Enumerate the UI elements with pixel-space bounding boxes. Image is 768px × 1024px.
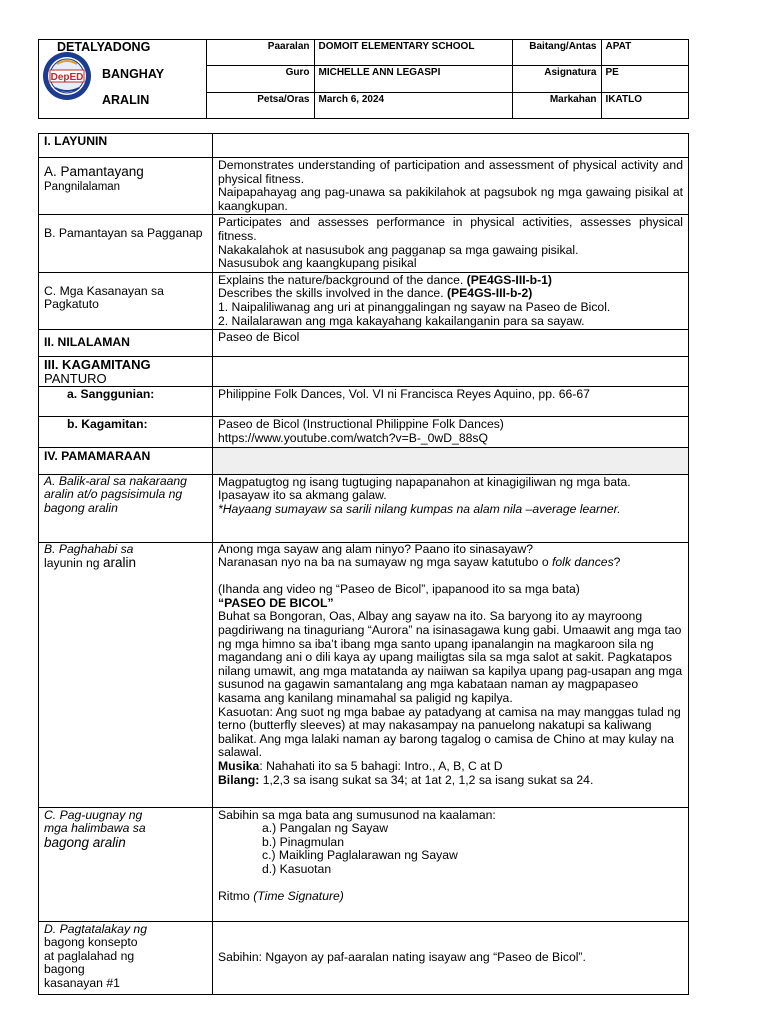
paghahabi-label bbox=[39, 542, 213, 807]
title-line-2: BANGHAY bbox=[102, 67, 165, 81]
title-line-3: ARALIN bbox=[102, 93, 150, 107]
pamantayang-text bbox=[213, 158, 689, 215]
header-title-block bbox=[39, 40, 207, 118]
list-item: a.) Pangalan ng Sayaw bbox=[262, 821, 389, 836]
header-row-school bbox=[207, 40, 688, 66]
sanggunian-label: a. Sanggunian: bbox=[39, 387, 213, 417]
kagamitang-heading-1: III. KAGAMITANG bbox=[44, 357, 151, 373]
nilalaman-text: Paseo de Bicol bbox=[213, 330, 689, 357]
pagtatalakay-label bbox=[39, 921, 213, 994]
row-pamantayang-pangnilalaman bbox=[39, 158, 689, 215]
pagtatalakay-label-3: at paglalahad ng bbox=[44, 948, 135, 963]
pag-uugnay-intro: Sabihin sa mga bata ang sumusunod na kaalaman: bbox=[218, 807, 496, 822]
list-item: c.) Maikling Paglalarawan ng Sayaw bbox=[262, 848, 458, 863]
grade-value: APAT bbox=[601, 40, 688, 66]
dance-costume: Kasuotan: Ang suot ng mga babae ay patadyang at camisa na may manggas tulad ng terno (butterfly sleeves) at may nakasampay na panuelong nakatupi sa kaliwang balikat. Ang mga lalaki naman ay barong tagalog o camisa de Chino at may kulay na salawal. bbox=[218, 704, 681, 760]
video-link[interactable]: https://www.youtube.com/watch?v=B-_0wD_88sQ bbox=[218, 430, 488, 445]
pagtatalakay-text: Sabihin: Ngayon ay paf-aaralan nating isayaw ang “Paseo de Bicol”. bbox=[213, 921, 689, 994]
pagganap-text bbox=[213, 215, 689, 272]
row-pag-uugnay bbox=[39, 807, 689, 921]
paghahabi-q1: Anong mga sayaw ang alam ninyo? Paano ito sinasayaw? bbox=[218, 542, 534, 556]
paghahabi-video-note: (Ihanda ang video ng “Paseo de Bicol”, ipapanood ito sa mga bata) bbox=[218, 582, 580, 597]
list-item: d.) Kasuotan bbox=[262, 861, 332, 876]
kasanayan-code-1: (PE4GS-III-b-1) bbox=[466, 272, 552, 287]
row-pagtatalakay bbox=[39, 921, 689, 994]
kagamitang-heading bbox=[39, 357, 213, 387]
pag-uugnay-text bbox=[213, 807, 689, 921]
pagtatalakay-label-2: bagong konsepto bbox=[44, 935, 138, 950]
pagganap-label: B. Pamantayan sa Pagganap bbox=[39, 215, 213, 272]
paghahabi-q2: Naranasan nyo na ba na sumayaw ng mga sayaw katutubo o folk dances? bbox=[218, 555, 621, 570]
lesson-header bbox=[38, 39, 689, 119]
ritmo-line: Ritmo (Time Signature) bbox=[218, 889, 344, 904]
pag-uugnay-label-1: C. Pag-uugnay ng bbox=[44, 807, 143, 822]
pagganap-text-1: Participates and assesses performance in physical activities, assesses physical fitness. bbox=[218, 215, 683, 243]
teacher-label: Guro bbox=[207, 66, 314, 92]
header-info-grid bbox=[207, 40, 688, 118]
paghahabi-text bbox=[213, 542, 689, 807]
pag-uugnay-label bbox=[39, 807, 213, 921]
pagtatalakay-label-4: bagong bbox=[44, 962, 85, 977]
quarter-value: IKATLO bbox=[601, 92, 688, 118]
row-kagamitang bbox=[39, 357, 689, 387]
row-nilalaman bbox=[39, 330, 689, 357]
pag-uugnay-label-2: mga halimbawa sa bbox=[44, 821, 146, 836]
balik-aral-text-2: *Hayaang sumayaw sa sarili nilang kumpas na alam nila –average learner. bbox=[218, 501, 621, 516]
paghahabi-label-1: B. Paghahabi sa bbox=[44, 542, 134, 556]
dance-count: Bilang: 1,2,3 sa isang sukat sa 34; at 1at 2, 1,2 sa isang sukat sa 24. bbox=[218, 772, 594, 787]
row-layunin bbox=[39, 134, 689, 158]
logo-text: DepED bbox=[50, 72, 84, 83]
pamantayang-label-1: A. Pamantayang bbox=[44, 164, 144, 179]
row-sanggunian bbox=[39, 387, 689, 417]
row-kagamitan bbox=[39, 417, 689, 447]
pamamaraan-heading: IV. PAMAMARAAN bbox=[39, 447, 213, 474]
layunin-heading: I. LAYUNIN bbox=[39, 134, 213, 158]
balik-aral-text bbox=[213, 474, 689, 542]
subject-value: PE bbox=[601, 66, 688, 92]
dance-music: Musika: Nahahati ito sa 5 bahagi: Intro., A, B, C at D bbox=[218, 759, 503, 773]
pagganap-text-3: Nasusubok ang kaangkupang pisikal bbox=[218, 256, 417, 271]
pagganap-text-2: Nakakalahok at nasusubok ang pagganap sa mga gawaing pisikal. bbox=[218, 242, 579, 257]
subject-label: Asignatura bbox=[512, 66, 601, 92]
lesson-plan-table bbox=[38, 133, 689, 990]
nilalaman-heading: II. NILALAMAN bbox=[39, 330, 213, 357]
kasanayan-code-2: (PE4GS-III-b-2) bbox=[446, 286, 533, 301]
paghahabi-label-2: layunin ng aralin bbox=[44, 555, 136, 571]
grade-label: Baitang/Antas bbox=[512, 40, 601, 66]
teacher-value: MICHELLE ANN LEGASPI bbox=[314, 66, 512, 92]
date-value: March 6, 2024 bbox=[314, 92, 512, 118]
row-pamamaraan bbox=[39, 447, 689, 474]
pamantayang-text-2: Naipapahayag ang pag-unawa sa pakikilahok at pagsubok ng mga gawaing pisikal at kaangkupan. bbox=[218, 185, 683, 213]
deped-seal-icon bbox=[41, 50, 93, 102]
pamantayang-label-2: Pangnilalaman bbox=[44, 180, 121, 193]
header-row-date bbox=[207, 92, 688, 118]
kagamitan-text bbox=[213, 417, 689, 447]
kagamitan-text-1: Paseo de Bicol (Instructional Philippine Folk Dances) bbox=[218, 417, 504, 432]
row-pamantayan-pagganap bbox=[39, 215, 689, 272]
row-kasanayan bbox=[39, 272, 689, 329]
row-balik-aral bbox=[39, 474, 689, 542]
balik-aral-label: A. Balik-aral sa nakaraang aralin at/o pagsisimula ng bagong aralin bbox=[39, 474, 213, 542]
kasanayan-line-3: 1. Naipaliliwanag ang uri at pinanggalingan ng sayaw na Paseo de Bicol. bbox=[218, 299, 611, 314]
title-line-1: DETALYADONG bbox=[57, 40, 151, 54]
school-label: Paaralan bbox=[207, 40, 314, 66]
kasanayan-label: C. Mga Kasanayan sa Pagkatuto bbox=[39, 272, 213, 329]
pamantayang-text-1: Demonstrates understanding of participation and assessment of physical activity and physical fitness. bbox=[218, 158, 683, 186]
kasanayan-line-4: 2. Nailalarawan ang mga kakayahang kakailanganin para sa sayaw. bbox=[218, 313, 585, 328]
pagtatalakay-label-5: kasanayan #1 bbox=[44, 975, 120, 990]
row-paghahabi bbox=[39, 542, 689, 807]
quarter-label: Markahan bbox=[512, 92, 601, 118]
school-value: DOMOIT ELEMENTARY SCHOOL bbox=[314, 40, 512, 66]
kasanayan-line-1: Explains the nature/background of the dance. (PE4GS-III-b-1) bbox=[218, 272, 552, 287]
kasanayan-text bbox=[213, 272, 689, 329]
dance-title: “PASEO DE BICOL” bbox=[218, 595, 334, 610]
pamantayang-label bbox=[39, 158, 213, 215]
kasanayan-line-2: Describes the skills involved in the dance. (PE4GS-III-b-2) bbox=[218, 286, 533, 301]
pagtatalakay-label-1: D. Pagtatalakay ng bbox=[44, 921, 147, 936]
balik-aral-text-1: Magpatugtog ng isang tugtuging napapanahon at kinagigiliwan ng mga bata. Ipasayaw ito sa akmang galaw. bbox=[218, 474, 631, 503]
pag-uugnay-label-3: bagong aralin bbox=[44, 834, 126, 850]
date-label: Petsa/Oras bbox=[207, 92, 314, 118]
list-item: b.) Pinagmulan bbox=[262, 834, 344, 849]
header-row-teacher bbox=[207, 66, 688, 92]
kagamitan-label: b. Kagamitan: bbox=[39, 417, 213, 447]
dance-background: Buhat sa Bongoran, Oas, Albay ang sayaw na ito. Sa baryong ito ay mayroong pagdiriwang na tinaguriang “Aurora” na isinasagawa kung gabi. Umaawit ang mga tao ng mga himno sa iba’t ibang mga santo upang ipanalangin na magkaroon sila ng magandang ani o dili kaya ay upang mailigtas sila sa mga salot at sakit. Pagkatapos nilang umawit, ang mga matatanda ay naiiwan sa kapilya upang pag-usapan ang mga susunod na gagawin samantalang ang mga kabataan naman ay magpapaseo kasama ang kanilang minamahal sa paligid ng kapilya. bbox=[218, 609, 683, 706]
sanggunian-text: Philippine Folk Dances, Vol. VI ni Francisca Reyes Aquino, pp. 66-67 bbox=[213, 387, 689, 417]
kagamitang-heading-2: PANTURO bbox=[44, 370, 107, 386]
